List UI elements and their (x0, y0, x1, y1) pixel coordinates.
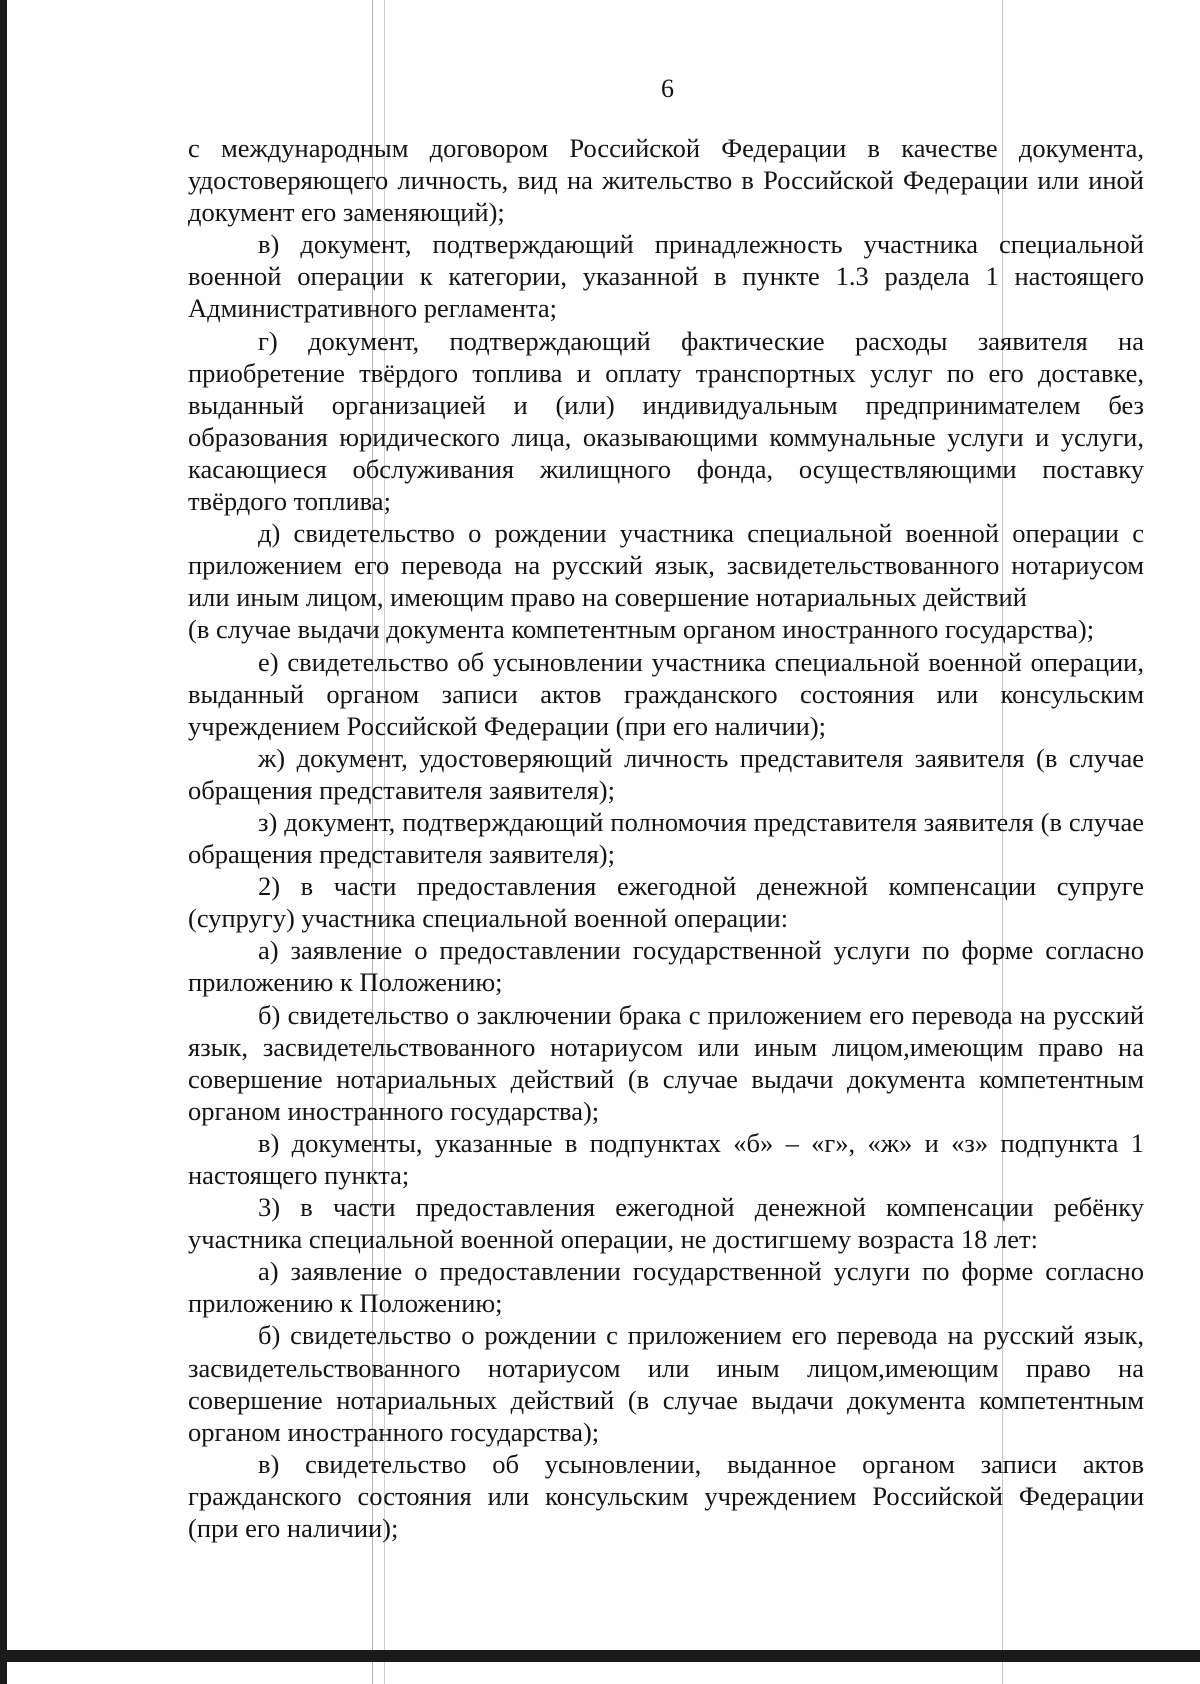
paragraph: в) документы, указанные в подпунктах «б» – «г», «ж» и «з» подпункта 1 настоящего пункта; (188, 1127, 1144, 1190)
scan-edge-bottom (0, 1650, 1200, 1662)
paragraph: б) свидетельство о заключении брака с приложением его перевода на русский язык, засвидетельствованного нотариусом или иным лицом,имеющим право на совершение нотариальных действий (в случае выдачи документа компетентным органом иностранного государства); (188, 999, 1144, 1126)
paragraph: б) свидетельство о рождении с приложением его перевода на русский язык, засвидетельствованного нотариусом или иным лицом,имеющим право на совершение нотариальных действий (в случае выдачи документа компетентным органом иностранного государства); (188, 1320, 1144, 1447)
paragraph: г) документ, подтверждающий фактические расходы заявителя на приобретение твёрдого топлива и оплату транспортных услуг по его доставке, выданный организацией и (или) индивидуальным предпринимателем без образования юридического лица, оказывающими коммунальные услуги и услуги, касающиеся обслуживания жилищного фонда, осуществляющими поставку твёрдого топлива; (188, 325, 1144, 517)
document-body (188, 132, 1144, 1544)
paragraph: 2) в части предоставления ежегодной денежной компенсации супруге (супругу) участника специальной военной операции: (188, 871, 1144, 934)
paragraph: а) заявление о предоставлении государственной услуги по форме согласно приложению к Положению; (188, 1256, 1144, 1319)
paragraph: с международным договором Российской Федерации в качестве документа, удостоверяющего личность, вид на жительство в Российской Федерации или иной документ его заменяющий); (188, 133, 1144, 228)
paragraph: а) заявление о предоставлении государственной услуги по форме согласно приложению к Положению; (188, 935, 1144, 998)
paragraph: в) свидетельство об усыновлении, выданное органом записи актов гражданского состояния или консульским учреждением Российской Федерации (при его наличии); (188, 1448, 1144, 1544)
paragraph: з) документ, подтверждающий полномочия представителя заявителя (в случае обращения представителя заявителя); (188, 806, 1144, 870)
paragraph: е) свидетельство об усыновлении участника специальной военной операции, выданный органом записи актов гражданского состояния или консульским учреждением Российской Федерации (при его наличии); (188, 646, 1144, 741)
scan-edge-left (0, 0, 7, 1684)
paragraph: 3) в части предоставления ежегодной денежной компенсации ребёнку участника специальной военной операции, не достигшему возраста 18 лет: (188, 1192, 1144, 1255)
paragraph: ж) документ, удостоверяющий личность представителя заявителя (в случае обращения представителя заявителя); (188, 742, 1144, 805)
paragraph: д) свидетельство о рождении участника специальной военной операции с приложением его перевода на русский язык, засвидетельствованного нотариусом или иным лицом, имеющим право на совершение нотариальных действий (188, 518, 1144, 613)
paragraph: в) документ, подтверждающий принадлежность участника специальной военной операции к категории, указанной в пункте 1.3 раздела 1 настоящего Административного регламента; (188, 229, 1144, 324)
page-number (0, 74, 1200, 104)
paragraph: (в случае выдачи документа компетентным органом иностранного государства); (188, 614, 1095, 645)
page-number-text: 6 (661, 74, 674, 103)
